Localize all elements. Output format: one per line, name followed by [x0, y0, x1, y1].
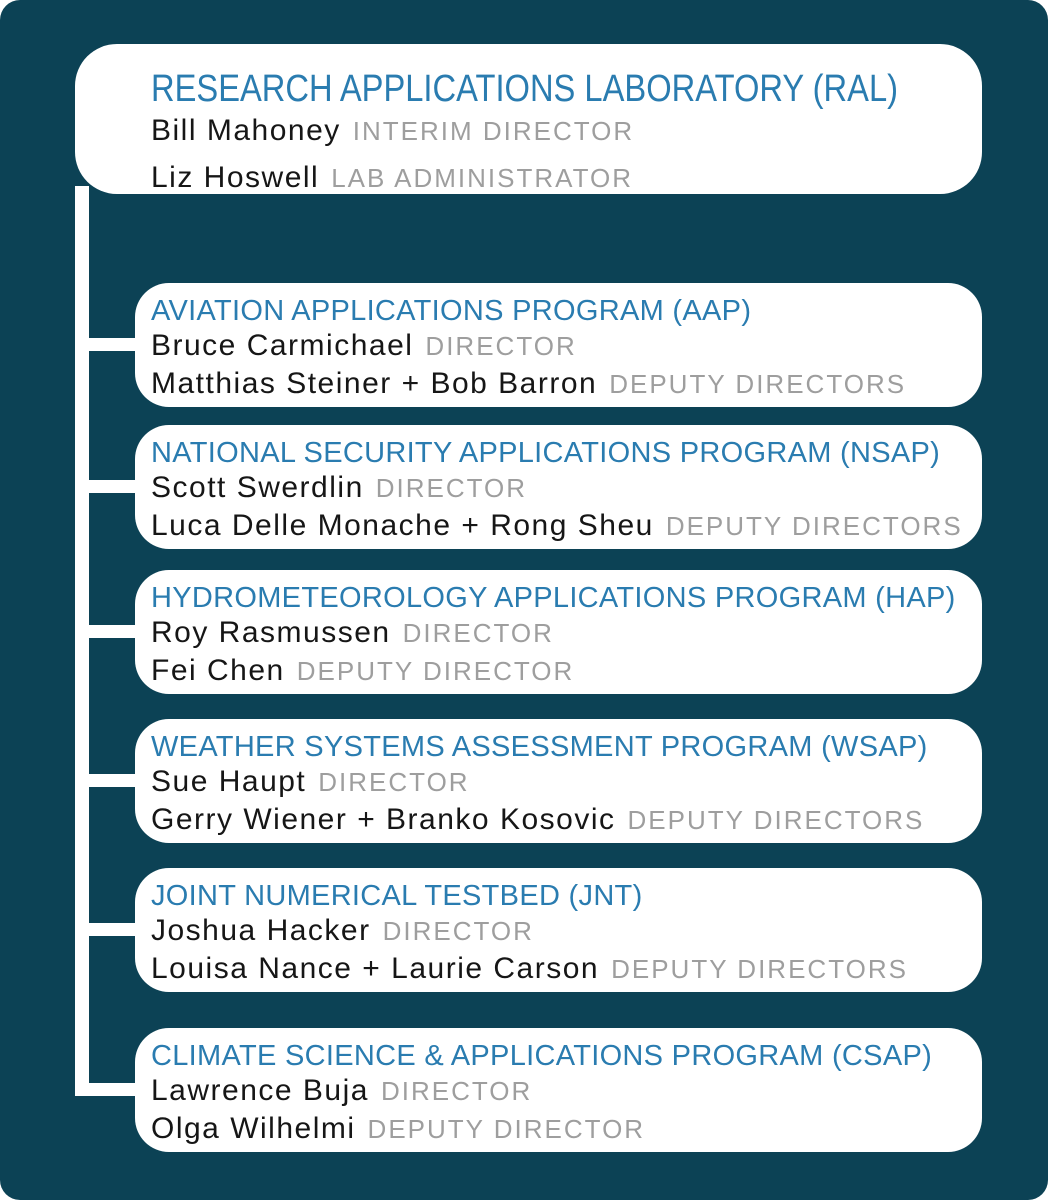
person-row — [151, 110, 958, 157]
person-name: Joshua Hacker — [151, 914, 371, 947]
person-row — [151, 509, 963, 547]
person-role: DIRECTOR — [402, 618, 554, 648]
person-row — [151, 367, 958, 405]
program-title: CLIMATE SCIENCE & APPLICATIONS PROGRAM (CSAP) — [151, 1040, 933, 1072]
person-name: Roy Rasmussen — [151, 616, 391, 649]
lab-title — [151, 68, 958, 110]
person-role: DIRECTOR — [375, 473, 528, 503]
program-box-aap — [135, 283, 982, 407]
person-role: DEPUTY DIRECTORS — [611, 954, 908, 984]
program-title: HYDROMETEOROLOGY APPLICATIONS PROGRAM (HAP) — [151, 582, 956, 614]
program-box-hap — [135, 570, 982, 694]
program-box-nsap — [135, 425, 982, 549]
person-row — [151, 157, 958, 204]
program-box-jnt — [135, 868, 982, 992]
person-name: Fei Chen — [151, 654, 285, 687]
person-role: DEPUTY DIRECTOR — [367, 1114, 646, 1144]
person-row — [151, 471, 958, 509]
person-name: Sue Haupt — [151, 765, 307, 798]
person-name: Gerry Wiener + Branko Kosovic — [151, 803, 616, 836]
person-role: INTERIM DIRECTOR — [352, 116, 635, 146]
person-row — [151, 952, 958, 990]
person-name: Bill Mahoney — [151, 114, 341, 147]
program-title: AVIATION APPLICATIONS PROGRAM (AAP) — [151, 295, 752, 327]
program-box-csap — [135, 1028, 982, 1152]
person-name: Bruce Carmichael — [151, 329, 414, 362]
program-title: WEATHER SYSTEMS ASSESSMENT PROGRAM (WSAP) — [151, 731, 928, 763]
person-role: LAB ADMINISTRATOR — [331, 163, 633, 193]
person-row — [151, 1074, 958, 1112]
person-row — [151, 765, 958, 803]
person-row — [151, 616, 958, 654]
person-role: DEPUTY DIRECTORS — [665, 511, 963, 541]
connector-trunk-line — [75, 186, 89, 1096]
person-role: DEPUTY DIRECTORS — [627, 805, 925, 835]
program-title: NATIONAL SECURITY APPLICATIONS PROGRAM (NSAP) — [151, 437, 941, 469]
person-name: Liz Hoswell — [151, 161, 320, 194]
program-box-wsap — [135, 719, 982, 843]
person-name: Louisa Nance + Laurie Carson — [151, 952, 600, 985]
person-row — [151, 1112, 958, 1150]
person-name: Olga Wilhelmi — [151, 1112, 356, 1145]
person-name: Luca Delle Monache + Rong Sheu — [151, 509, 654, 542]
person-name: Matthias Steiner + Bob Barron — [151, 367, 598, 400]
person-row — [151, 803, 958, 841]
person-row — [151, 654, 958, 692]
program-title: JOINT NUMERICAL TESTBED (JNT) — [151, 880, 643, 912]
person-role: DEPUTY DIRECTORS — [609, 369, 907, 399]
person-name: Lawrence Buja — [151, 1074, 369, 1107]
person-row — [151, 329, 958, 367]
root-box-ral — [75, 44, 982, 194]
person-name: Scott Swerdlin — [151, 471, 364, 504]
person-role: DIRECTOR — [425, 331, 577, 361]
person-row — [151, 914, 958, 952]
person-role: DIRECTOR — [318, 767, 470, 797]
person-role: DIRECTOR — [380, 1076, 533, 1106]
person-role: DIRECTOR — [382, 916, 534, 946]
person-role: DEPUTY DIRECTOR — [296, 656, 575, 686]
lab-title-text: RESEARCH APPLICATIONS LABORATORY (RAL) — [151, 68, 899, 110]
